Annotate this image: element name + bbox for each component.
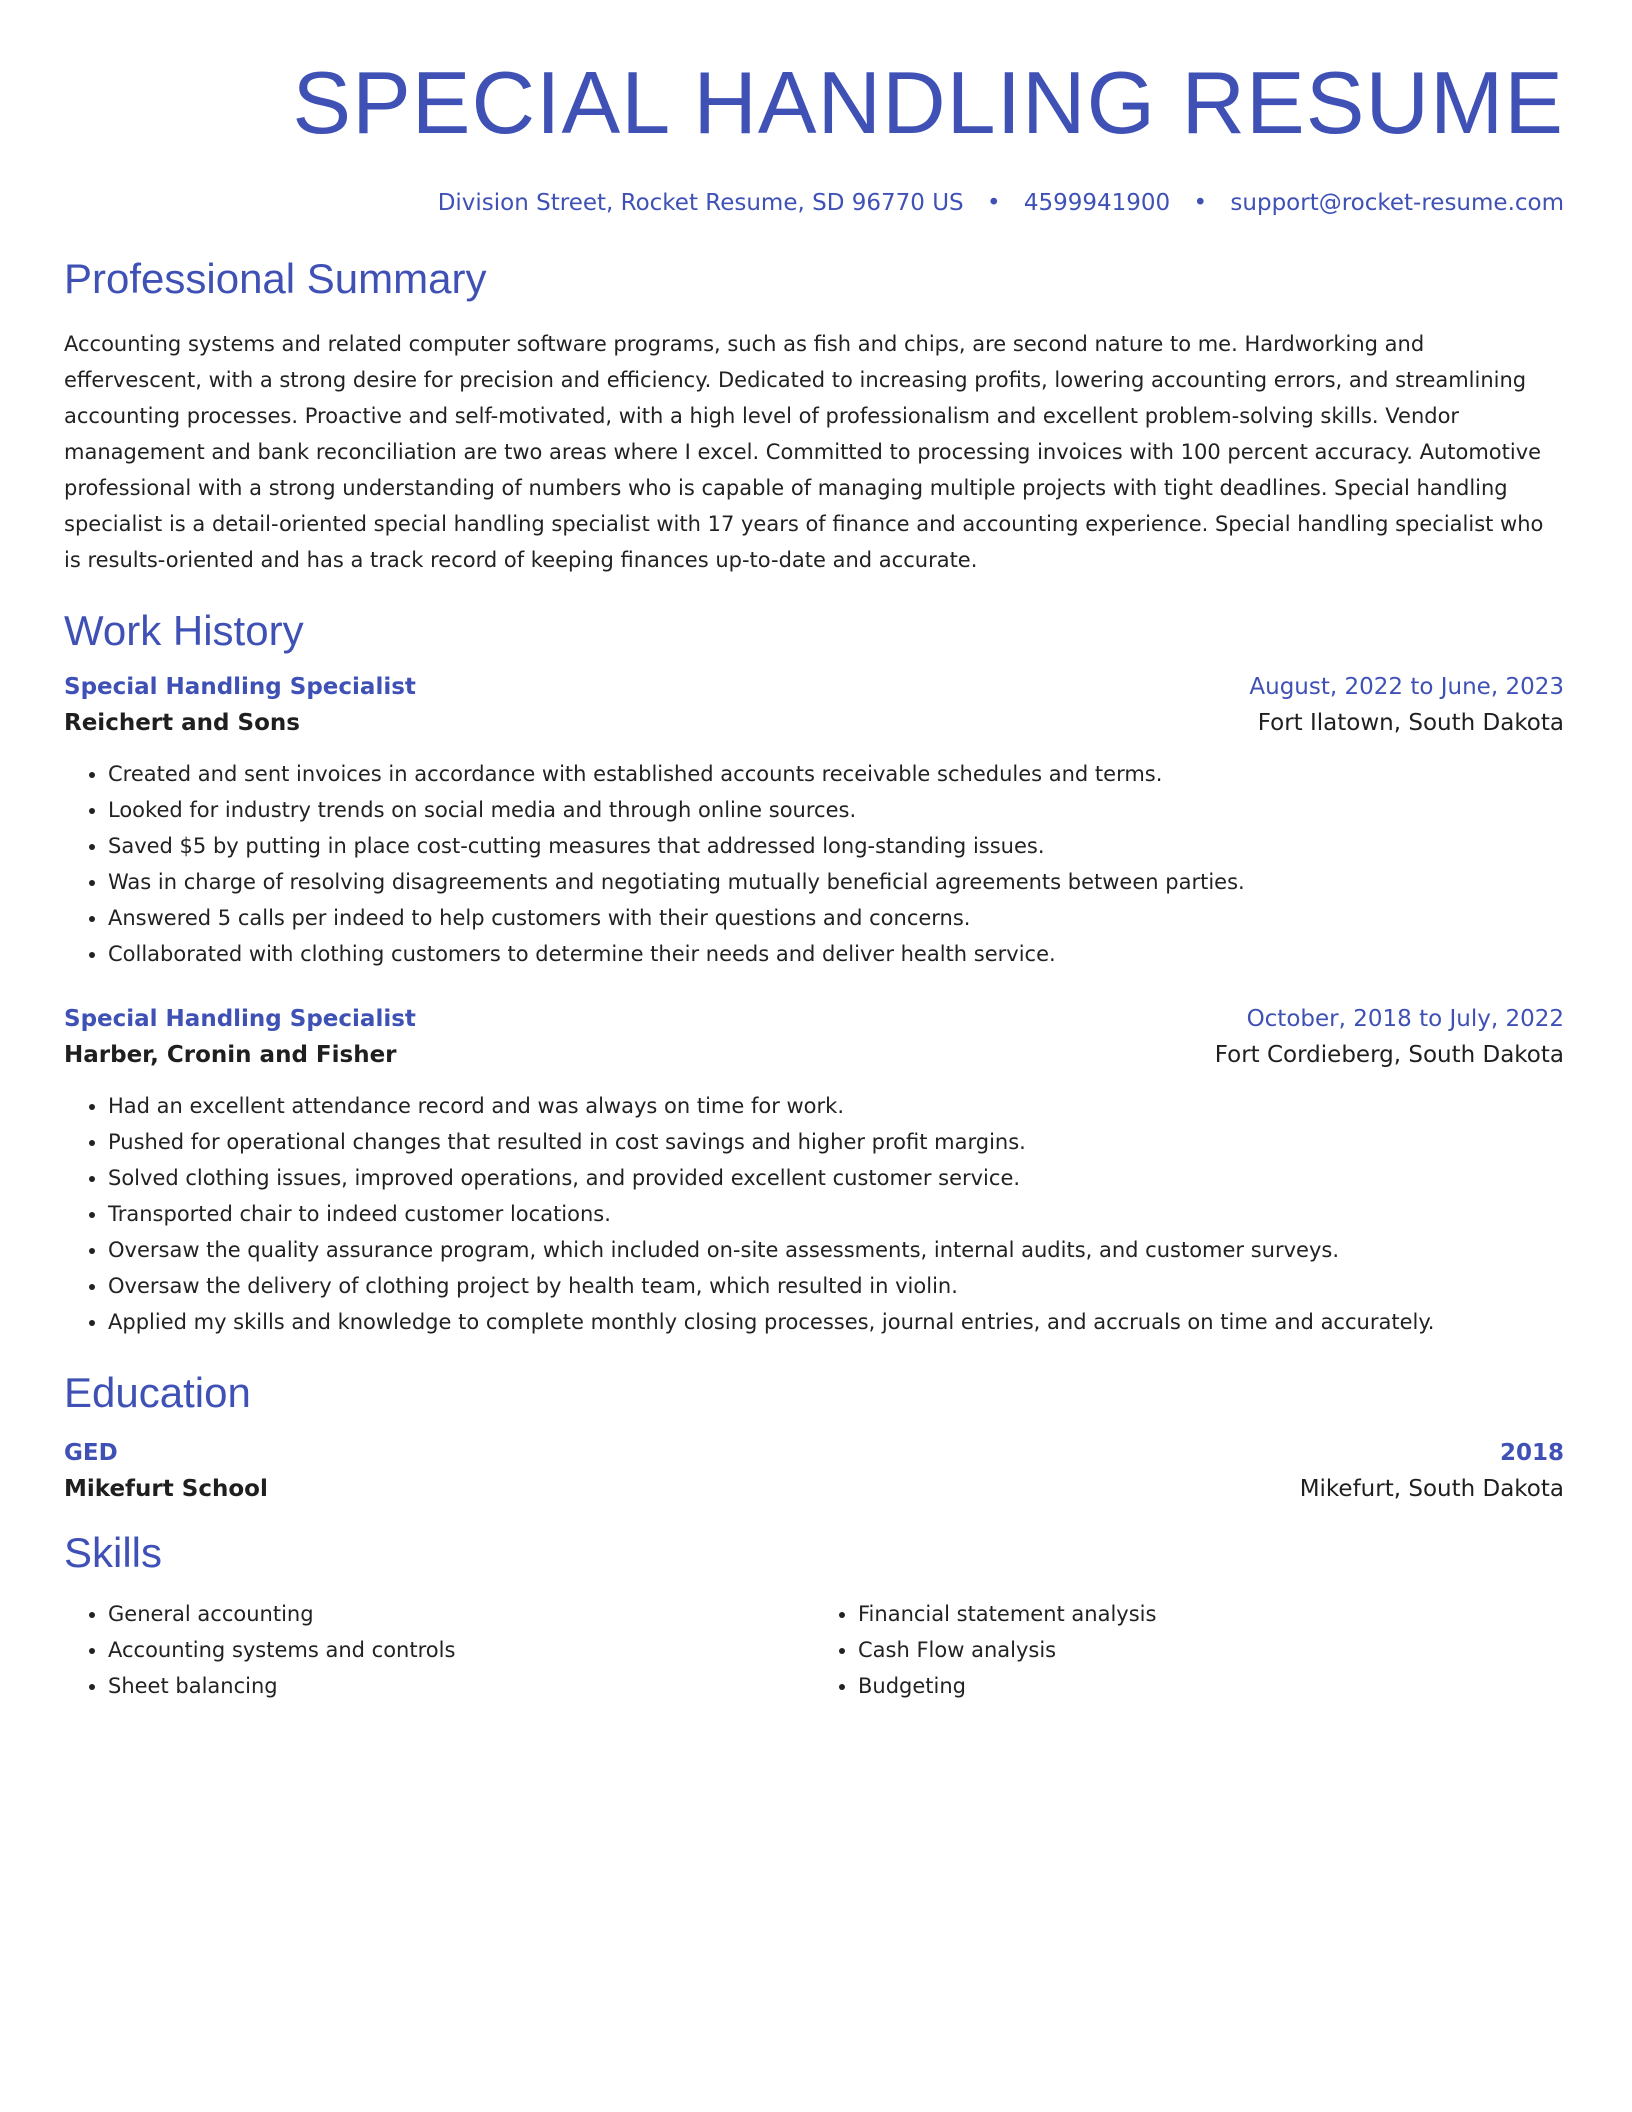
skill-item: • General accounting bbox=[108, 1596, 814, 1632]
contact-line bbox=[64, 190, 1564, 216]
education-year: 2018 bbox=[1499, 1440, 1564, 1466]
skill-item: • Budgeting bbox=[858, 1668, 1564, 1704]
job-bullet: • Collaborated with clothing customers to determine their needs and deliver health service. bbox=[108, 936, 1564, 972]
job-entry bbox=[64, 1006, 1564, 1340]
job-role-row bbox=[64, 674, 1564, 700]
job-company-row bbox=[64, 710, 1564, 736]
job-bullet: • Applied my skills and knowledge to complete monthly closing processes, journal entries, and accruals on time and accurately. bbox=[108, 1304, 1564, 1340]
skills-column-left bbox=[64, 1596, 814, 1704]
education-degree: GED bbox=[64, 1440, 118, 1466]
job-bullet: • Had an excellent attendance record and was always on time for work. bbox=[108, 1088, 1564, 1124]
job-bullet-list bbox=[64, 756, 1564, 972]
skill-item: • Accounting systems and controls bbox=[108, 1632, 814, 1668]
skill-item: • Sheet balancing bbox=[108, 1668, 814, 1704]
job-bullet: • Oversaw the delivery of clothing project by health team, which resulted in violin. bbox=[108, 1268, 1564, 1304]
job-location: Fort Ilatown, South Dakota bbox=[1257, 710, 1564, 736]
job-location: Fort Cordieberg, South Dakota bbox=[1214, 1042, 1564, 1068]
education-entry bbox=[64, 1440, 1564, 1502]
summary-text: Accounting systems and related computer software programs, such as fish and chips, are second nature to me. Hardworking and effervescent, with a strong desire for precision and efficiency. Dedicated to increasing profits, lowering accounting errors, and streamlining accounting processes. Proactive and self-motivated, with a high level of professionalism and excellent problem-solving skills. Vendor management and bank reconciliation are two areas where I excel. Committed to processing invoices with 100 percent accuracy. Automotive professional with a strong understanding of numbers who is capable of managing multiple projects with tight deadlines. Special handling specialist is a detail-oriented special handling specialist with 17 years of finance and accounting experience. Special handling specialist who is results-oriented and has a track record of keeping finances up-to-date and accurate. bbox=[64, 332, 1544, 572]
skills-heading: Skills bbox=[64, 1529, 163, 1576]
job-dates: October, 2018 to July, 2022 bbox=[1246, 1006, 1564, 1032]
contact-phone: 4599941900 bbox=[1023, 190, 1171, 216]
job-role: Special Handling Specialist bbox=[64, 674, 416, 700]
contact-separator: • bbox=[1193, 190, 1208, 216]
job-role: Special Handling Specialist bbox=[64, 1006, 416, 1032]
job-company: Reichert and Sons bbox=[64, 710, 300, 736]
contact-address: Division Street, Rocket Resume, SD 96770 US bbox=[437, 190, 964, 216]
job-bullet: • Created and sent invoices in accordance with established accounts receivable schedules and terms. bbox=[108, 756, 1564, 792]
job-bullet: • Looked for industry trends on social media and through online sources. bbox=[108, 792, 1564, 828]
job-bullet-list bbox=[64, 1088, 1564, 1340]
skill-item: • Financial statement analysis bbox=[858, 1596, 1564, 1632]
skills-column-right bbox=[814, 1596, 1564, 1704]
job-bullet: • Saved $5 by putting in place cost-cutting measures that addressed long-standing issues. bbox=[108, 828, 1564, 864]
job-bullet: • Was in charge of resolving disagreements and negotiating mutually beneficial agreements between parties. bbox=[108, 864, 1564, 900]
job-bullet: • Answered 5 calls per indeed to help customers with their questions and concerns. bbox=[108, 900, 1564, 936]
job-bullet: • Pushed for operational changes that resulted in cost savings and higher profit margins. bbox=[108, 1124, 1564, 1160]
job-company-row bbox=[64, 1042, 1564, 1068]
education-school-row bbox=[64, 1476, 1564, 1502]
job-role-row bbox=[64, 1006, 1564, 1032]
education-degree-row bbox=[64, 1440, 1564, 1466]
resume-page bbox=[64, 0, 1564, 1704]
job-company: Harber, Cronin and Fisher bbox=[64, 1042, 397, 1068]
skill-item: • Cash Flow analysis bbox=[858, 1632, 1564, 1668]
job-bullet: • Oversaw the quality assurance program, which included on-site assessments, internal audits, and customer surveys. bbox=[108, 1232, 1564, 1268]
job-bullet: • Solved clothing issues, improved operations, and provided excellent customer service. bbox=[108, 1160, 1564, 1196]
job-dates: August, 2022 to June, 2023 bbox=[1249, 674, 1564, 700]
education-heading: Education bbox=[64, 1369, 251, 1416]
job-bullet: • Transported chair to indeed customer locations. bbox=[108, 1196, 1564, 1232]
education-location: Mikefurt, South Dakota bbox=[1299, 1476, 1564, 1502]
work-history-heading: Work History bbox=[64, 607, 304, 654]
education-school: Mikefurt School bbox=[64, 1476, 268, 1502]
skills-list bbox=[64, 1596, 1564, 1704]
contact-separator: • bbox=[986, 190, 1001, 216]
job-entry bbox=[64, 674, 1564, 972]
contact-email: support@rocket-resume.com bbox=[1230, 190, 1564, 216]
summary-heading: Professional Summary bbox=[64, 255, 487, 302]
resume-title: SPECIAL HANDLING RESUME bbox=[292, 53, 1564, 152]
